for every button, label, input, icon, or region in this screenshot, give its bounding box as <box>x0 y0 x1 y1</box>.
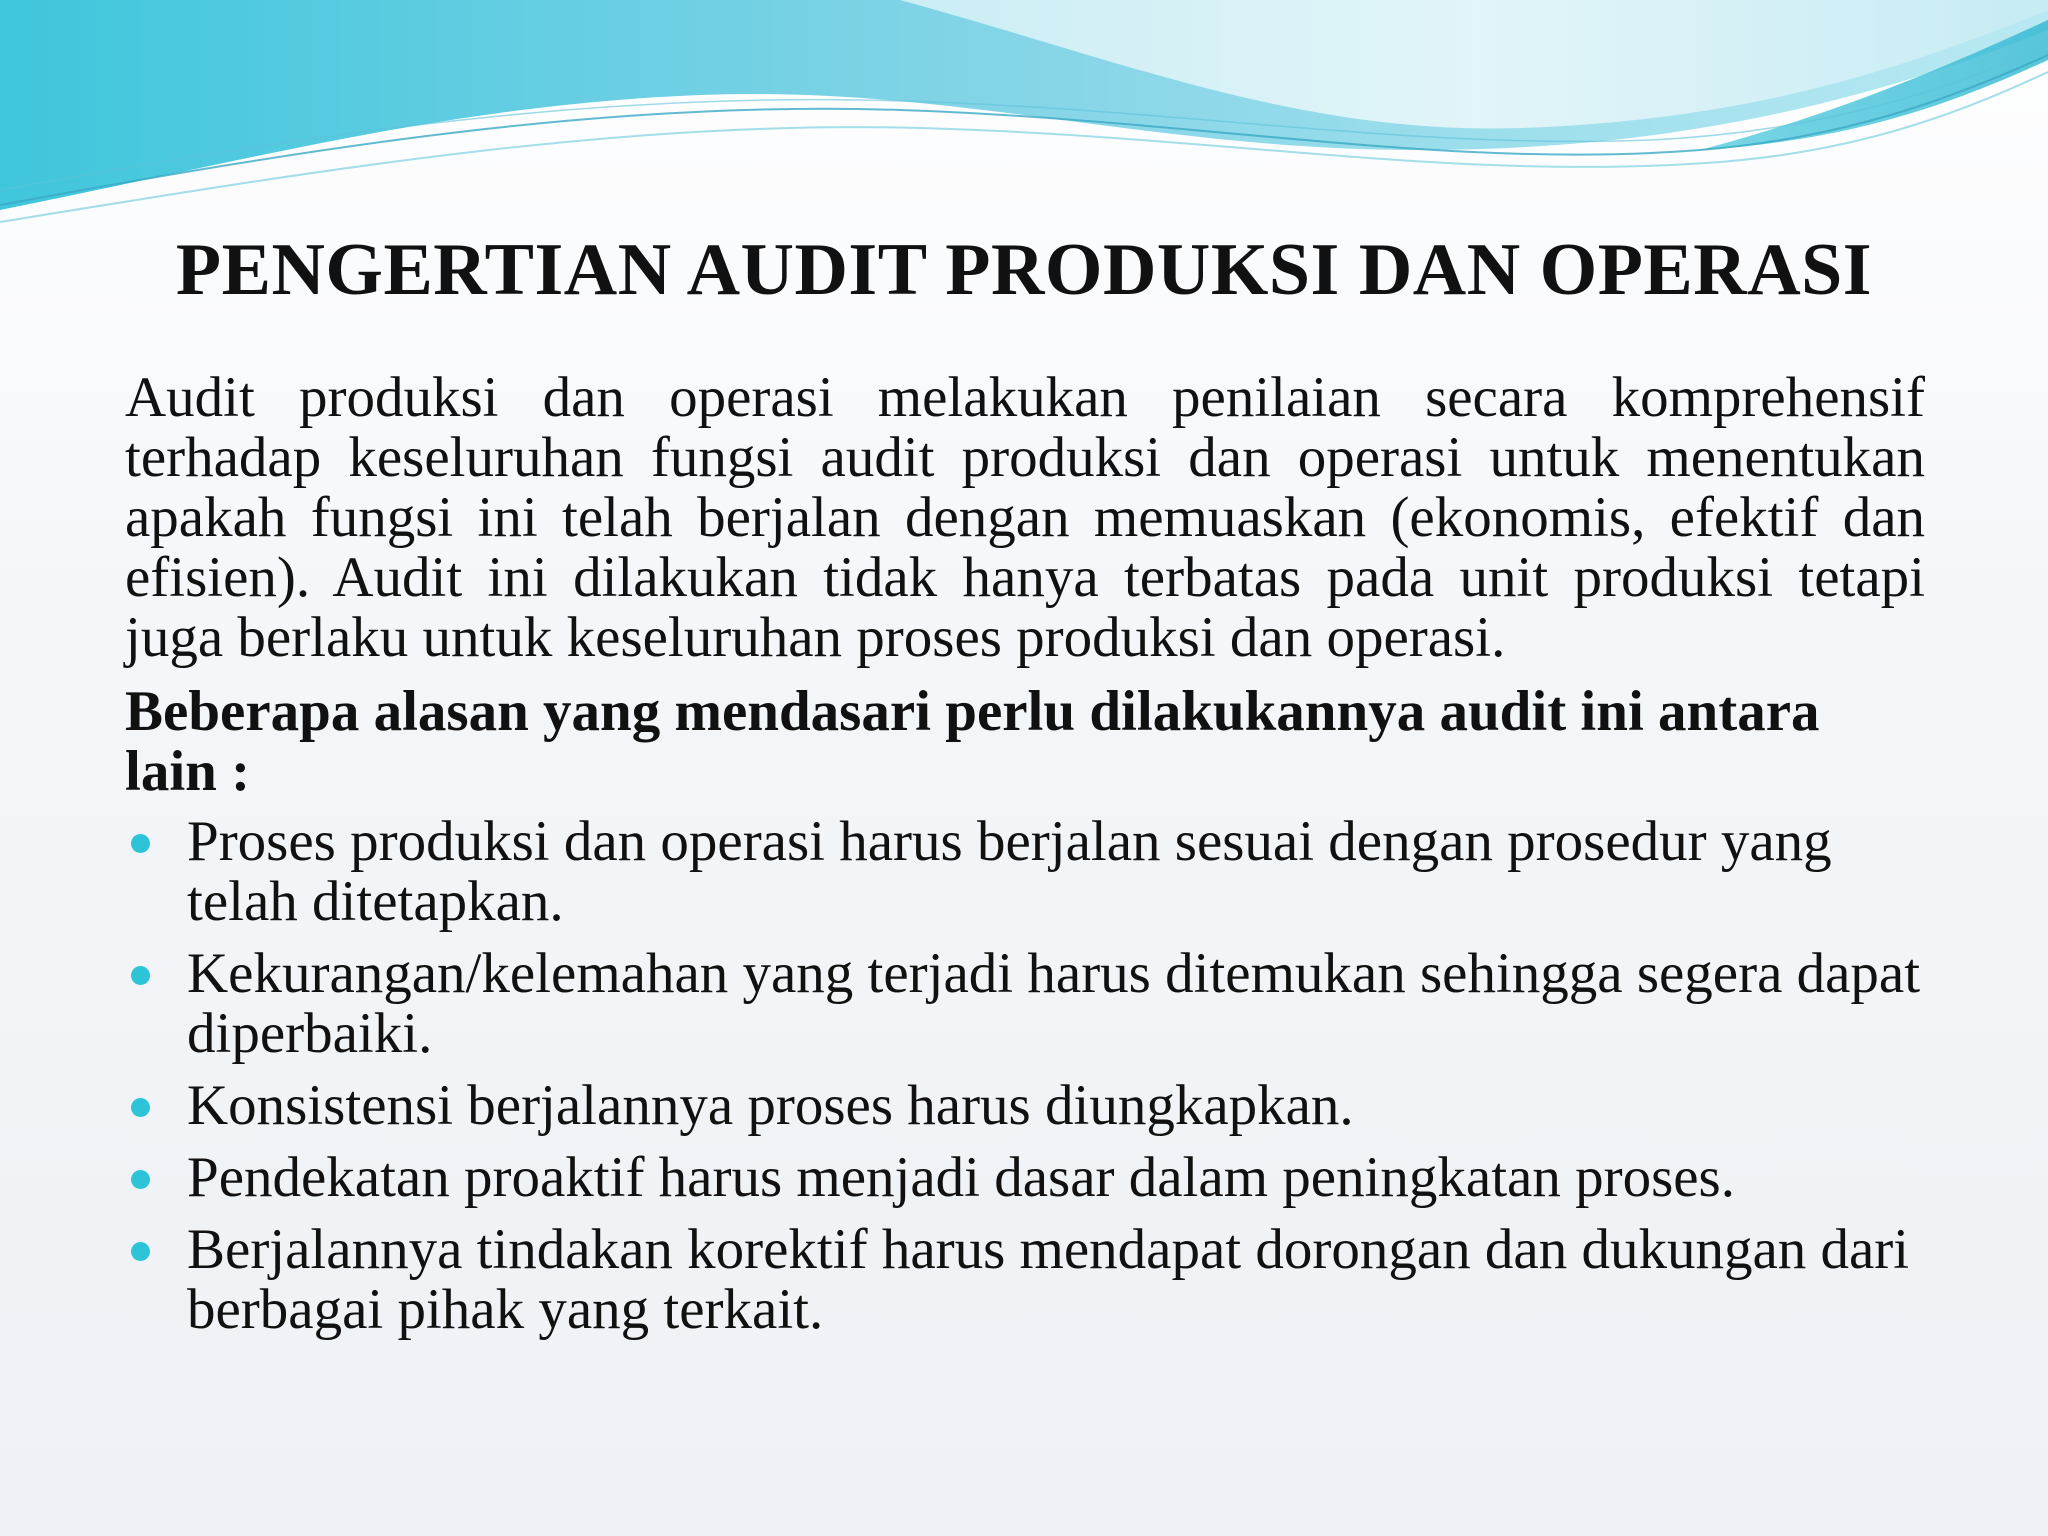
reasons-list <box>125 812 1925 1340</box>
list-item-text: Berjalannya tindakan korektif harus mendapat dorongan dan dukungan dari berbagai pihak yang terkait. <box>187 1218 1910 1341</box>
wave-header-decoration <box>0 0 2048 260</box>
slide-title: PENGERTIAN AUDIT PRODUKSI DAN OPERASI <box>175 229 1873 311</box>
list-item <box>125 1076 1925 1136</box>
definition-paragraph: Audit produksi dan operasi melakukan penilaian secara komprehensif terhadap keseluruhan fungsi audit produksi dan operasi untuk menentukan apakah fungsi ini telah berjalan dengan memuaskan (ekonomis, efektif dan efisien). Audit ini dilakukan tidak hanya terbatas pada unit produksi tetapi juga berlaku untuk keseluruhan proses produksi dan operasi. <box>125 366 1925 669</box>
list-item-text: Pendekatan proaktif harus menjadi dasar dalam peningkatan proses. <box>187 1146 1735 1209</box>
list-item <box>125 1148 1925 1208</box>
slide-body <box>125 368 1925 1352</box>
reasons-lead: Beberapa alasan yang mendasari perlu dilakukannya audit ini antara lain : <box>125 680 1820 803</box>
bullet-dot-icon <box>131 966 150 985</box>
bullet-dot-icon <box>131 1170 150 1189</box>
bullet-dot-icon <box>131 834 150 853</box>
bullet-dot-icon <box>131 1242 150 1261</box>
list-item <box>125 812 1925 932</box>
list-item <box>125 944 1925 1064</box>
list-item-text: Kekurangan/kelemahan yang terjadi harus ditemukan sehingga segera dapat diperbaiki. <box>187 942 1921 1065</box>
list-item-text: Konsistensi berjalannya proses harus diungkapkan. <box>187 1074 1354 1137</box>
list-item <box>125 1220 1925 1340</box>
list-item-text: Proses produksi dan operasi harus berjalan sesuai dengan prosedur yang telah ditetapkan. <box>187 810 1832 933</box>
bullet-dot-icon <box>131 1098 150 1117</box>
